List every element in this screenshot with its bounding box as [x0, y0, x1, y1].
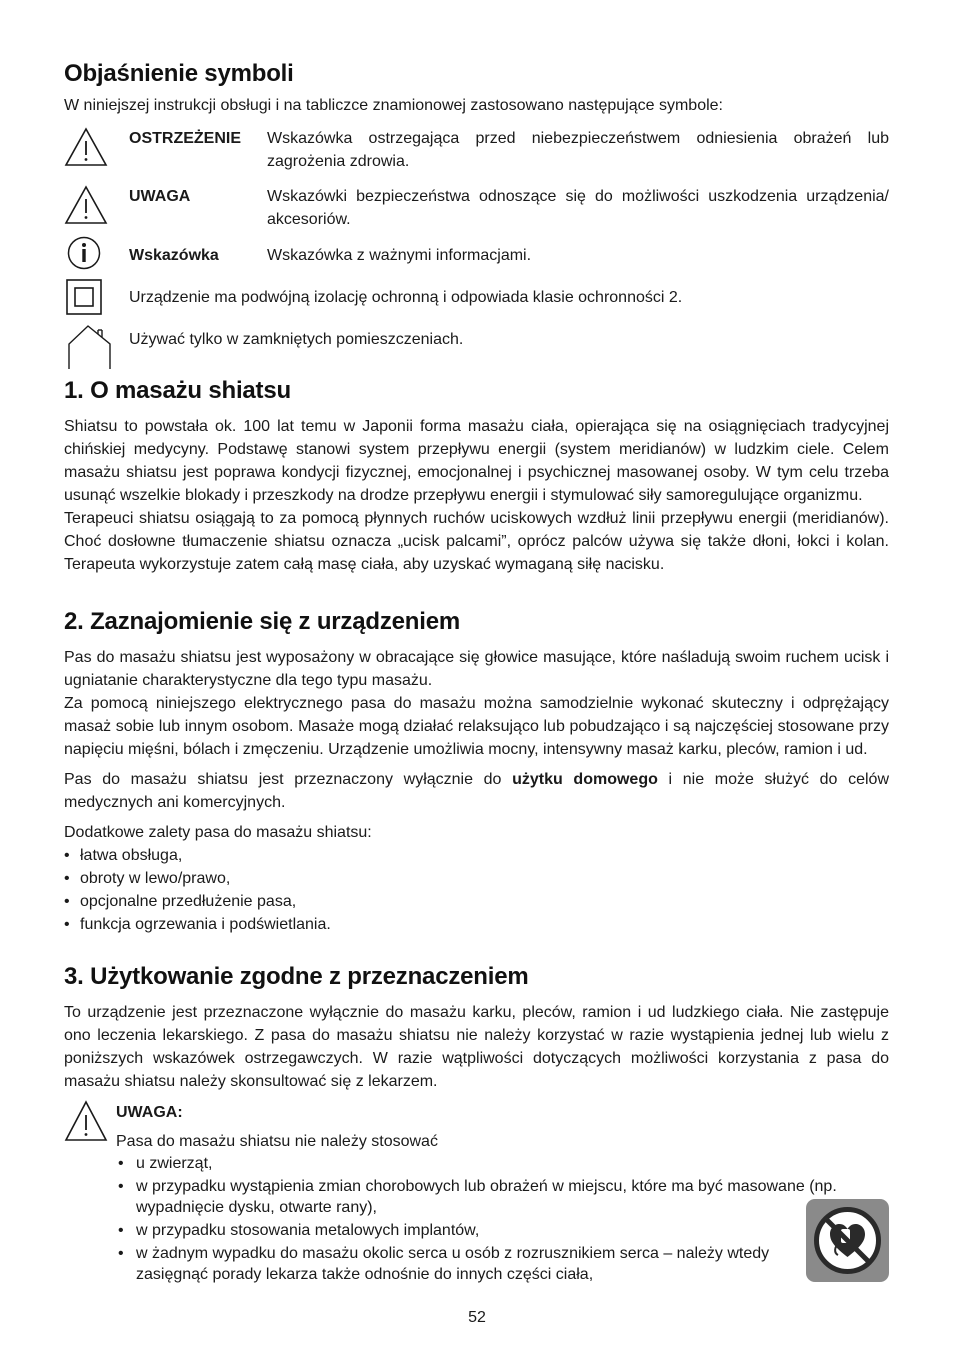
- page-number: 52: [468, 1309, 486, 1326]
- indoor-house-icon: [66, 324, 112, 370]
- no-pacemaker-icon: [806, 1199, 889, 1282]
- warning-triangle-icon: [64, 1100, 108, 1142]
- warning-title: UWAGA:: [116, 1104, 183, 1121]
- symbol-row-insulation: [64, 286, 889, 320]
- no-pacemaker-sign: [806, 1199, 889, 1282]
- symbol-term: UWAGA: [129, 188, 191, 205]
- section-title: 1. O masażu shiatsu: [64, 377, 291, 404]
- section-title: 2. Zaznajomienie się z urządzeniem: [64, 608, 460, 635]
- symbol-row-caution: [64, 185, 889, 231]
- symbols-intro: W niniejszej instrukcji obsługi i na tabliczce znamionowej zastosowano następujące symbole:: [64, 97, 723, 114]
- warning-triangle-icon: [64, 185, 108, 225]
- info-icon: [67, 236, 101, 270]
- list-item: • obroty w lewo/prawo,: [64, 867, 889, 890]
- section-title: 3. Użytkowanie zgodne z przeznaczeniem: [64, 963, 529, 990]
- home-use-emphasis: użytku domowego: [512, 771, 658, 788]
- paragraph: Terapeuci shiatsu osiągają to za pomocą płynnych ruchów uciskowych wzdłuż linii przepływu energii (meridianów). Choć dosłowne tłumaczenie shiatsu oznacza „ucisk palcami”, oprócz palców używa się także dłoni, łokci i kolan. Terapeuta wykorzystuje zatem całą masę ciała, aby uzyskać wymaganą siłę nacisku.: [64, 510, 889, 573]
- symbol-desc: Wskazówka ostrzegająca przed niebezpieczeństwem odniesienia obrażeń lub zagrożenia zdrowia.: [267, 130, 889, 170]
- symbol-desc: Urządzenie ma podwójną izolację ochronną i odpowiada klasie ochronności 2.: [129, 289, 683, 306]
- symbol-term: Wskazówka: [129, 247, 219, 264]
- list-item: • funkcja ogrzewania i podświetlania.: [64, 913, 889, 936]
- list-item: • opcjonalne przedłużenie pasa,: [64, 890, 889, 913]
- warning-triangle-icon: [64, 127, 108, 167]
- paragraph: Za pomocą niniejszego elektrycznego pasa do masażu można samodzielnie wykonać skuteczny i odprężający masaż sobie lub innym osobom. Masaże mogą działać relaksująco lub pobudzająco i są najczęściej stosowane przy napięciu mięśni, bólach i zmęczeniu. Urządzenie umożliwia mocny, intensywny masaż karku, pleców, ramion i ud.: [64, 695, 889, 758]
- list-item: • łatwa obsługa,: [64, 844, 889, 867]
- section-intended-use: [64, 963, 889, 1093]
- advantages-list: [64, 844, 889, 936]
- paragraph: Dodatkowe zalety pasa do masażu shiatsu:: [64, 824, 372, 841]
- symbol-desc: Wskazówka z ważnymi informacjami.: [267, 247, 532, 264]
- list-item: • w żadnym wypadku do masażu okolic serca u osób z rozrusznikiem serca – należy wtedy zasięgnąć porady lekarza także odnośnie do innych części ciała,: [116, 1243, 776, 1285]
- symbol-desc: Używać tylko w zamkniętych pomieszczeniach.: [129, 331, 464, 348]
- warning-list: [116, 1153, 889, 1287]
- paragraph: Shiatsu to powstała ok. 100 lat temu w Japonii forma masażu ciała, opierająca się na osiągnięciach tradycyjnej chińskiej medycyny. Podstawę stanowi system przepływu energii (system meridianów) w ludzkim ciele. Celem masażu shiatsu jest poprawa kondycji fizycznej, emocjonalnej i psychicznej masowanej osoby. W tym celu trzeba usunąć wszelkie blokady i przeszkody na drodze przepływu energii i stymulować siły samoregulujące organizmu.: [64, 418, 889, 504]
- list-item: • u zwierząt,: [116, 1153, 889, 1174]
- symbols-title: Objaśnienie symboli: [64, 60, 294, 87]
- section-device-intro: [64, 608, 889, 936]
- paragraph-home-use: Pas do masażu shiatsu jest przeznaczony wyłącznie do użytku domowego i nie może służyć do celów medycznych ani komercyjnych.: [64, 771, 889, 811]
- list-item: • w przypadku wystąpienia zmian chorobowych lub obrażeń w miejscu, które ma być masowane (np. wypadnięcie dysku, otwarte rany),: [116, 1176, 889, 1218]
- section-about-shiatsu: [64, 377, 889, 576]
- symbol-term: OSTRZEŻENIE: [129, 130, 242, 147]
- symbol-row-warning: [64, 127, 889, 173]
- symbol-desc: Wskazówki bezpieczeństwa odnoszące się do możliwości uszkodzenia urządzenia/ akcesoriów.: [267, 188, 889, 228]
- double-insulation-icon: [66, 279, 102, 315]
- symbol-row-note: [64, 244, 889, 274]
- list-item: • w przypadku stosowania metalowych implantów,: [116, 1220, 889, 1241]
- symbol-row-indoor: [64, 328, 889, 374]
- paragraph: To urządzenie jest przeznaczone wyłącznie do masażu karku, pleców, ramion i ud ludzkiego ciała. Nie zastępuje ono leczenia lekarskiego. Z pasa do masażu shiatsu nie należy korzystać w razie wystąpienia jednej lub wielu z poniższych wskazówek ostrzegawczych. W razie wątpliwości dotyczących możliwości korzystania z pasa do masażu shiatsu należy skonsultować się z lekarzem.: [64, 1004, 889, 1090]
- warning-lead: Pasa do masażu shiatsu nie należy stosować: [116, 1133, 438, 1150]
- paragraph: Pas do masażu shiatsu jest wyposażony w obracające się głowice masujące, które naśladują swoim ruchem ucisk i ugniatanie charakterystyczne dla tego typu masażu.: [64, 649, 889, 689]
